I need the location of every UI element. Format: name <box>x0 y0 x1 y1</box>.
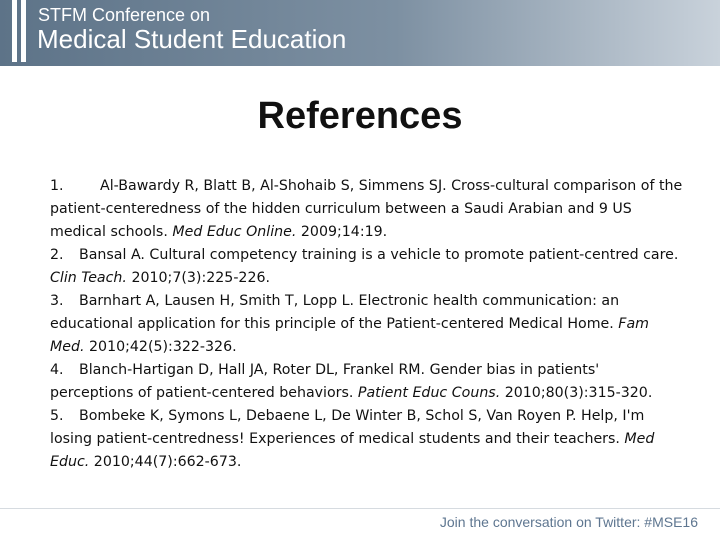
reference-number: 1. <box>50 178 64 194</box>
reference-number: 2. <box>50 247 64 263</box>
reference-text: Barnhart A, Lausen H, Smith T, Lopp L. Electronic health communication: an educational application for this principle of the Patient-centered Medical Home. <box>50 293 620 332</box>
reference-list <box>50 175 685 474</box>
reference-journal: Patient Educ Couns. <box>357 385 501 401</box>
reference-journal: Clin Teach. <box>50 270 127 286</box>
reference-citation: 2009;14:19. <box>296 224 388 240</box>
reference-item-1 <box>50 175 685 244</box>
header-title: Medical Student Education <box>37 24 347 54</box>
conference-header <box>0 0 720 66</box>
reference-citation: 2010;7(3):225-226. <box>126 270 271 286</box>
header-subtitle: STFM Conference on <box>38 5 211 25</box>
reference-journal: Med Educ Online. <box>172 224 297 240</box>
reference-text: Blanch-Hartigan D, Hall JA, Roter DL, Frankel RM. Gender bias in patients' perceptions of patient-centered behaviors. <box>50 362 600 401</box>
reference-text: Bansal A. Cultural competency training is a vehicle to promote patient-centred care. <box>79 247 679 263</box>
footer <box>0 508 720 541</box>
logo-bar-right <box>21 0 26 62</box>
reference-number: 4. <box>50 362 64 378</box>
twitter-hashtag: Join the conversation on Twitter: #MSE16 <box>439 514 698 530</box>
reference-text: Bombeke K, Symons L, Debaene L, De Winter B, Schol S, Van Royen P. Help, I'm losing patient-centredness! Experiences of medical students and their teachers. <box>50 408 645 447</box>
reference-citation: 2010;80(3):315-320. <box>500 385 653 401</box>
reference-item-2 <box>50 244 685 290</box>
page-title: References <box>257 95 463 137</box>
reference-number: 3. <box>50 293 64 309</box>
reference-item-4 <box>50 359 685 405</box>
reference-item-5 <box>50 405 685 474</box>
reference-item-3 <box>50 290 685 359</box>
reference-journal: Med Educ. <box>50 431 655 470</box>
reference-number: 5. <box>50 408 64 424</box>
reference-citation: 2010;42(5):322-326. <box>84 339 237 355</box>
reference-citation: 2010;44(7):662-673. <box>89 454 242 470</box>
reference-journal: Fam Med. <box>50 316 649 355</box>
reference-text: Al-Bawardy R, Blatt B, Al-Shohaib S, Simmens SJ. Cross-cultural comparison of the patient-centeredness of the hidden curriculum between a Saudi Arabian and 9 US medical schools. <box>50 178 683 240</box>
logo-bar-left <box>12 0 17 62</box>
